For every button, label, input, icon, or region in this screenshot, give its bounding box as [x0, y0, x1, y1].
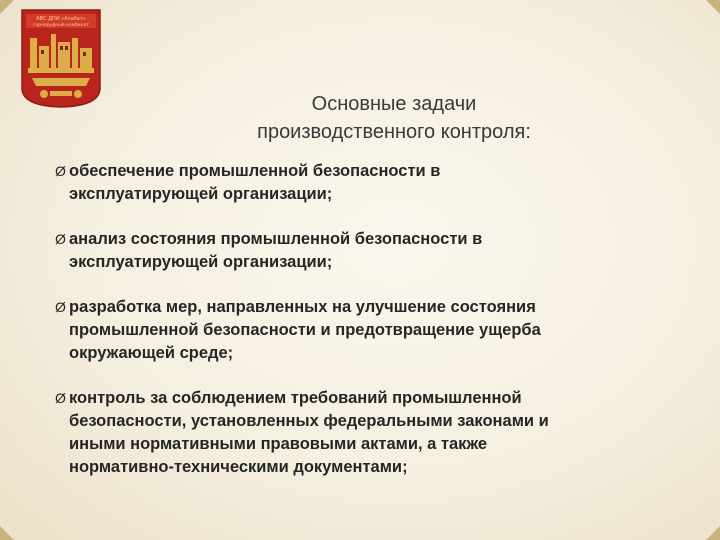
- company-emblem-icon: [20, 8, 102, 108]
- emblem-banner-line2: горнорудный комбинат: [32, 23, 90, 28]
- emblem-banner-line1: АВС ДПИ «Ачабат»: [36, 16, 86, 22]
- task-list: [56, 160, 656, 479]
- arrow-bullet-icon: Ø: [55, 299, 66, 315]
- title-line: производственного контроля:: [257, 121, 531, 143]
- corner-decoration: [706, 0, 720, 14]
- arrow-bullet-icon: Ø: [55, 163, 66, 179]
- task-text-line: эксплуатирующей организации;: [69, 185, 333, 203]
- task-text-line: анализ состояния промышленной безопасности в: [69, 230, 483, 248]
- task-text-line: окружающей среде;: [69, 344, 234, 362]
- task-item: [56, 160, 656, 206]
- task-text-line: обеспечение промышленной безопасности в: [69, 162, 441, 180]
- corner-decoration: [0, 0, 14, 14]
- task-text-line: безопасности, установленных федеральными законами и: [69, 412, 549, 430]
- slide-title: [196, 90, 592, 146]
- task-text-line: контроль за соблюдением требований промышленной: [69, 389, 522, 407]
- title-line: Основные задачи: [311, 93, 477, 115]
- task-text-line: промышленной безопасности и предотвращение ущерба: [69, 321, 541, 339]
- corner-decoration: [706, 526, 720, 540]
- task-text-line: эксплуатирующей организации;: [69, 253, 333, 271]
- arrow-bullet-icon: Ø: [55, 231, 66, 247]
- task-text-line: иными нормативными правовыми актами, а также: [69, 435, 488, 453]
- task-item: [56, 387, 656, 479]
- task-item: [56, 228, 656, 274]
- arrow-bullet-icon: Ø: [55, 390, 66, 406]
- task-item: [56, 296, 656, 365]
- corner-decoration: [0, 526, 14, 540]
- task-text-line: нормативно-техническими документами;: [69, 458, 408, 476]
- task-text-line: разработка мер, направленных на улучшение состояния: [69, 298, 536, 316]
